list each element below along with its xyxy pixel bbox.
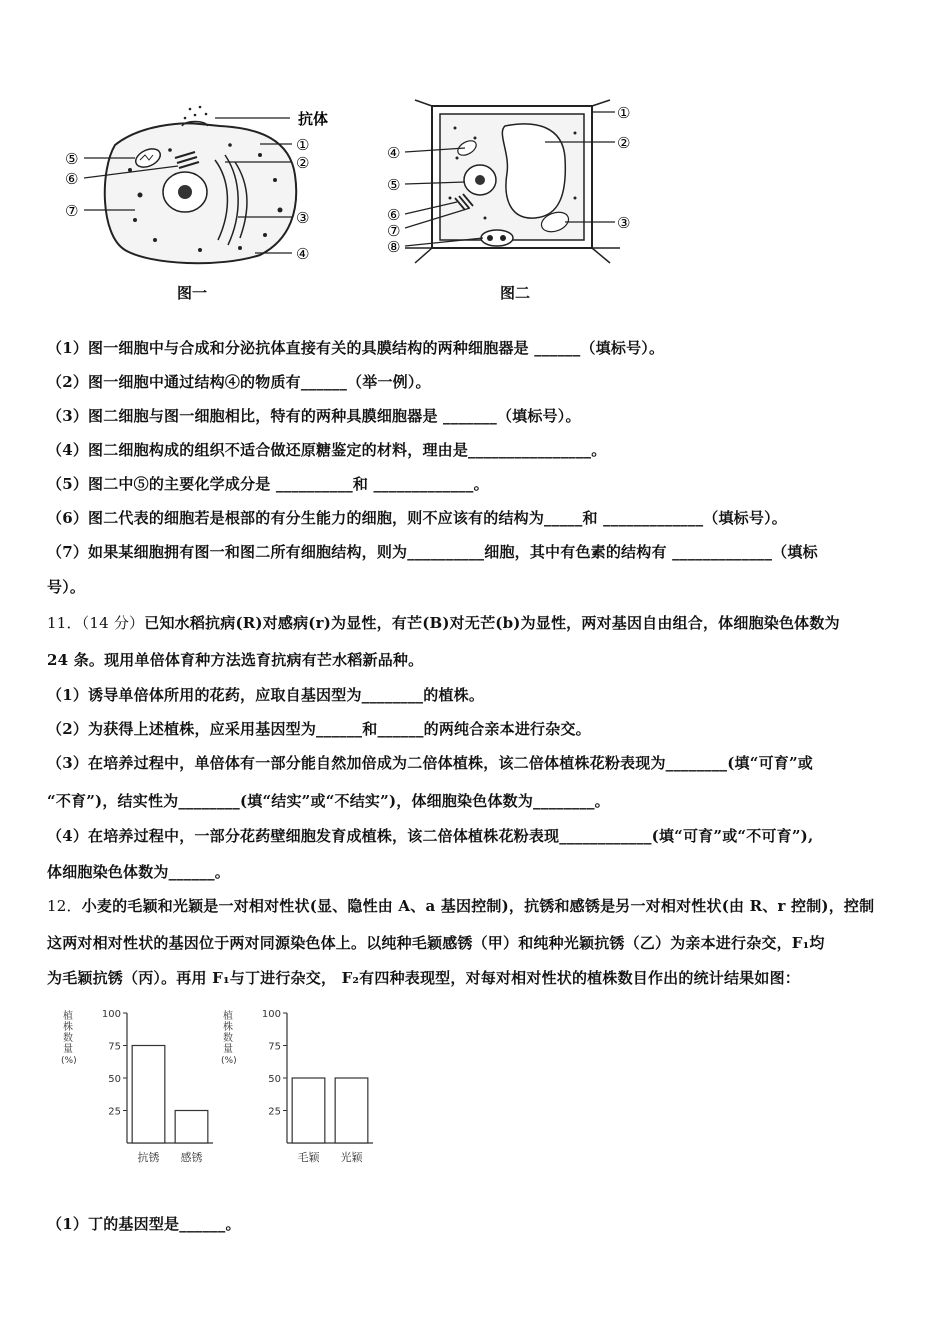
cell1-label-4: ④: [296, 245, 310, 263]
q12-stem-cont-1: 这两对相对性状的基因位于两对同源染色体上。以纯种毛颖感锈（甲）和纯种光颖抗锈（乙）为亲本进行杂交，F₁均: [47, 934, 825, 952]
cell2-label-3: ③: [617, 214, 631, 232]
bar-chart-rust: [55, 1005, 225, 1170]
cell2-label-4: ④: [387, 144, 401, 162]
q11-item-3-cont: “不育”)，结实性为________(填“结实”或“不结实”)，体细胞染色体数为________。: [47, 792, 610, 810]
y-tick-label: 25: [268, 1106, 281, 1118]
y-tick-label: 50: [108, 1074, 121, 1085]
q10-item-7: （7）如果某细胞拥有图一和图二所有细胞结构，则为__________细胞，其中有色素的结构有 _____________（填标: [47, 543, 818, 561]
q10-item-5: （5）图二中⑤的主要化学成分是 __________和 _____________。: [47, 475, 489, 493]
cell1-label-1: ①: [296, 136, 310, 154]
cell1-label-7: ⑦: [65, 202, 79, 220]
cell2-label-5: ⑤: [387, 176, 401, 194]
y-tick-label: 75: [108, 1041, 121, 1053]
q11-item-2: （2）为获得上述植株，应采用基因型为______和______的两纯合亲本进行杂交。: [47, 720, 591, 738]
figure2-caption: 图二: [500, 284, 531, 302]
q11-number: 11．（14 分）: [47, 614, 145, 632]
cell2-label-7: ⑦: [387, 222, 401, 240]
y-axis-label: 量: [223, 1044, 233, 1055]
cell1-label-6: ⑥: [65, 170, 79, 188]
q11-stem: [47, 612, 840, 633]
x-tick-label: 光颖: [340, 1151, 363, 1164]
x-tick-label: 毛颖: [297, 1151, 320, 1164]
q12-item-1: （1）丁的基因型是______。: [47, 1215, 241, 1233]
y-tick-label: 50: [268, 1074, 281, 1085]
q10-item-6: （6）图二代表的细胞若是根部的有分生能力的细胞，则不应该有的结构为_____和 _____________（填标号）。: [47, 509, 787, 527]
y-tick-label: 25: [108, 1106, 121, 1118]
y-axis-label: 植: [63, 1011, 73, 1022]
y-tick-label: 100: [261, 1009, 281, 1020]
y-tick-label: 75: [268, 1041, 281, 1053]
cell2-label-6: ⑥: [387, 206, 401, 224]
q11-item-4-cont: 体细胞染色体数为______。: [47, 863, 231, 881]
q12-stem: [47, 895, 874, 916]
y-axis-label: 数: [63, 1033, 73, 1044]
q10-item-7-cont: 号）。: [47, 578, 86, 596]
bar-1: [132, 1046, 165, 1144]
y-axis-label: 植: [223, 1011, 233, 1022]
cell2-label-8: ⑧: [387, 238, 401, 256]
q11-item-1: （1）诱导单倍体所用的花药，应取自基因型为________的植株。: [47, 686, 485, 704]
y-axis-label: 株: [223, 1022, 233, 1033]
q10-item-1: （1）图一细胞中与合成和分泌抗体直接有关的具膜结构的两种细胞器是 ______（填标号）。: [47, 339, 665, 357]
y-axis-label: 株: [63, 1022, 73, 1033]
x-tick-label: 抗锈: [137, 1151, 160, 1164]
bar-1: [292, 1078, 325, 1143]
bar-chart-glume: [215, 1005, 385, 1170]
cell-diagram-1: [60, 100, 350, 270]
q12-stem-cont-2: 为毛颖抗锈（丙）。再用 F₁与丁进行杂交， F₂有四种表现型，对每对相对性状的植株数目作出的统计结果如图：: [47, 969, 800, 987]
q10-item-4: （4）图二细胞构成的组织不适合做还原糖鉴定的材料，理由是________________。: [47, 441, 607, 459]
q11-item-4: （4）在培养过程中，一部分花药壁细胞发育成植株，该二倍体植株花粉表现____________(填“可育”或“不可育”),: [47, 827, 814, 845]
y-tick-label: 100: [101, 1009, 121, 1020]
q11-item-3: （3）在培养过程中，单倍体有一部分能自然加倍成为二倍体植株，该二倍体植株花粉表现为________(填“可育”或: [47, 754, 813, 772]
cell2-label-1: ①: [617, 104, 631, 122]
cell1-label-2: ②: [296, 154, 310, 172]
cell1-label-3: ③: [296, 209, 310, 227]
bar-2: [335, 1078, 368, 1143]
figure1-caption: 图一: [177, 284, 208, 302]
antibody-label: 抗体: [298, 110, 329, 128]
cell1-label-5: ⑤: [65, 150, 79, 168]
q11-stem-text: 已知水稻抗病(R)对感病(r)为显性，有芒(B)对无芒(b)为显性，两对基因自由组合，体细胞染色体数为: [144, 614, 840, 632]
y-axis-label: 量: [63, 1044, 73, 1055]
q12-number: 12．: [47, 897, 82, 915]
y-axis-unit: (%): [61, 1056, 77, 1066]
cell2-label-2: ②: [617, 134, 631, 152]
q11-stem-cont: 24 条。现用单倍体育种方法选育抗病有芒水稻新品种。: [47, 651, 424, 669]
x-tick-label: 感锈: [180, 1151, 203, 1164]
cell-diagram-2: [385, 98, 645, 268]
bar-2: [175, 1111, 208, 1144]
y-axis-unit: (%): [221, 1056, 237, 1066]
q10-item-3: （3）图二细胞与图一细胞相比，特有的两种具膜细胞器是 _______（填标号）。: [47, 407, 581, 425]
q12-stem-text: 小麦的毛颖和光颖是一对相对性状(显、隐性由 A、a 基因控制)，抗锈和感锈是另一对相对性状(由 R、r 控制)，控制: [81, 897, 875, 915]
y-axis-label: 数: [223, 1033, 233, 1044]
q10-item-2: （2）图一细胞中通过结构④的物质有______（举一例）。: [47, 373, 431, 391]
